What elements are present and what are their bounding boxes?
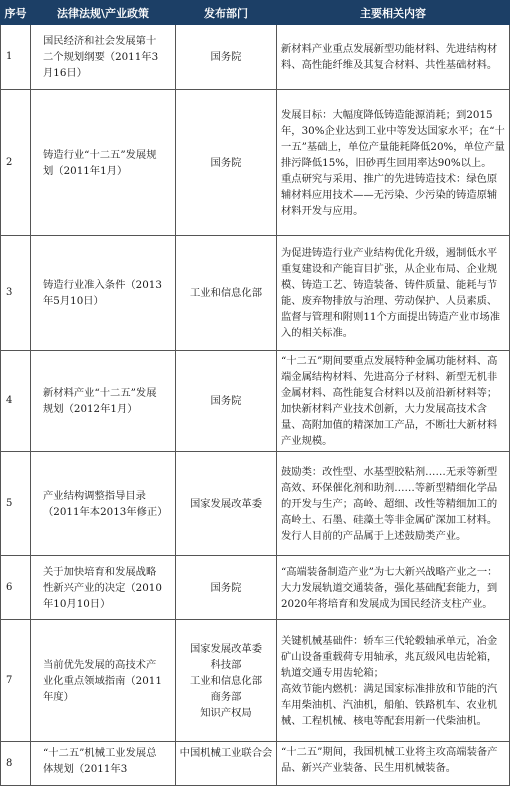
content-paragraph: 发行人目前的产品属于上述鼓励类产业。 [281, 529, 467, 542]
content-paragraph: “十二五”期间要重点发展特种金属功能材料、高端金属结构材料、先进高分子材料、新型无机非金属材料、高性能复合材料以及前沿新材料等；加快新材料产业技术创新，大力发展高技术含量、高附加值的精深加工产品，不断壮大新材料产业规模。 [281, 355, 498, 447]
department-name: 国家发展改革委 [189, 642, 263, 655]
header-no: 序号 [1, 1, 31, 25]
table-row [1, 236, 510, 351]
header-row [1, 1, 510, 25]
issuing-department [176, 236, 277, 351]
content-paragraph: 为促进铸造行业产业结构优化升级，遏制低水平重复建设和产能盲目扩张，从企业布局、企业规模、铸造工艺、铸造装备、铸件质量、能耗与节能、废弃物排放与治理、劳动保护、人员素质、监督与管理和附则11个方面提出铸造产业市场准入的相关标准。 [281, 247, 501, 339]
table-row [1, 90, 510, 236]
policy-name: 铸造行业“十二五”发展规划（2011年1月） [31, 90, 176, 236]
content-paragraph: 关键机械基础件：轿车三代轮毂轴承单元，冶金矿山设备重载荷专用轴承，兆瓦级风电齿轮箱，轨道交通专用齿轮箱； [281, 634, 498, 679]
department-name: 国务院 [210, 581, 242, 594]
policy-name: 产业结构调整指导目录（2011年本2013年修正） [31, 452, 176, 556]
header-law: 法律法规\产业政策 [31, 1, 176, 25]
policy-content [277, 236, 510, 351]
table-row [1, 556, 510, 620]
policy-name: 新材料产业“十二五”发展规划（2012年1月） [31, 351, 176, 452]
department-name: 国务院 [210, 395, 242, 407]
row-number: 2 [1, 90, 31, 236]
department-name: 中国机械工业联合会 [179, 747, 273, 759]
policy-content [277, 351, 510, 452]
policy-content [277, 90, 510, 236]
content-paragraph: 鼓励类：改性型、水基型胶粘剂……无汞等新型高效、环保催化剂和助剂……等新型精细化学品的开发与生产；高岭、超细、改性等精细加工的高岭土、石墨、硅藻土等非金属矿深加工材料。 [281, 465, 498, 526]
department-name: 科技部 [210, 658, 242, 671]
table-row [1, 452, 510, 556]
policy-content [277, 556, 510, 620]
issuing-department [176, 452, 277, 556]
department-name: 国务院 [210, 51, 242, 63]
table-row [1, 351, 510, 452]
policy-name: 当前优先发展的高技术产业化重点领域指南（2011年度） [31, 620, 176, 742]
issuing-department [176, 620, 277, 742]
department-name: 知识产权局 [200, 706, 252, 719]
policy-name: 关于加快培育和发展战略性新兴产业的决定（2010年10月10日） [31, 556, 176, 620]
policy-content [277, 742, 510, 786]
row-number: 3 [1, 236, 31, 351]
table-row [1, 620, 510, 742]
department-name: 工业和信息化部 [189, 674, 263, 687]
department-name: 国家发展改革委 [189, 497, 263, 510]
row-number: 6 [1, 556, 31, 620]
policy-content [277, 25, 510, 90]
issuing-department [176, 742, 277, 786]
row-number: 8 [1, 742, 31, 786]
content-paragraph: 发展目标：大幅度降低铸造能源消耗；到2015年，30%企业达到工业中等发达国家水平；在“十一五”基础上，单位产量能耗降低20%，单位产量排污降低15%，旧砂再生回用率达90%以上。 [281, 108, 505, 169]
row-number: 5 [1, 452, 31, 556]
issuing-department [176, 90, 277, 236]
department-name: 商务部 [210, 690, 242, 703]
department-name: 国务院 [210, 156, 242, 169]
row-number: 1 [1, 25, 31, 90]
table-row [1, 25, 510, 90]
content-paragraph: 新材料产业重点发展新型功能材料、先进结构材料、高性能纤维及其复合材料、共性基础材料。 [281, 43, 498, 71]
table-row [1, 742, 510, 786]
policy-name: 铸造行业准入条件（2013年5月10日） [31, 236, 176, 351]
issuing-department [176, 351, 277, 452]
department-name: 工业和信息化部 [189, 287, 263, 299]
header-content: 主要相关内容 [277, 1, 510, 25]
issuing-department [176, 556, 277, 620]
header-dept: 发布部门 [176, 1, 277, 25]
content-paragraph: 重点研究与采用、推广的先进铸造技术：绿色原辅材料应用技术——无污染、少污染的铸造原辅材料开发与应用。 [281, 172, 498, 217]
policy-content [277, 452, 510, 556]
policy-name: 国民经济和社会发展第十二个规划纲要（2011年3月16日） [31, 25, 176, 90]
content-paragraph: “高端装备制造产业”为七大新兴战略产业之一：大力发展轨道交通装备，强化基础配套能力，到2020年将培育和发展成为国民经济支柱产业。 [281, 565, 498, 610]
row-number: 4 [1, 351, 31, 452]
content-paragraph: “十二五”期间，我国机械工业将主攻高端装备产品、新兴产业装备、民生用机械装备。 [281, 746, 498, 774]
issuing-department [176, 25, 277, 90]
row-number: 7 [1, 620, 31, 742]
content-paragraph: 高效节能内燃机：满足国家标准排放和节能的汽车用柴油机、汽油机，船舶、铁路机车、农业机械、工程机械、核电等配套用新一代柴油机。 [281, 682, 498, 727]
policy-content [277, 620, 510, 742]
policy-name: “十二五”机械工业发展总体规划（2011年3 [31, 742, 176, 786]
